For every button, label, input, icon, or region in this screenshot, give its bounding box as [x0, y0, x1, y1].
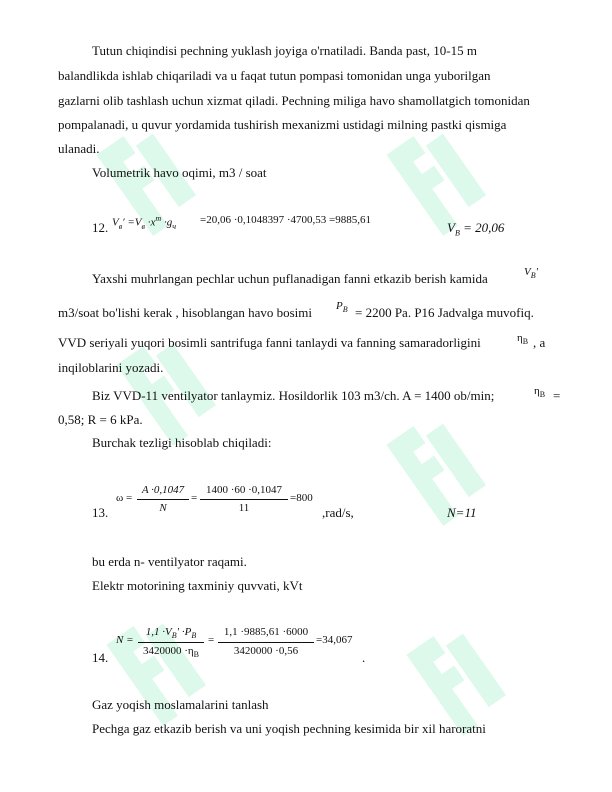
paragraph-line: inqiloblarini yozadi. [58, 360, 164, 375]
fraction-numerator: $1,1 \cdot V_В' \cdot P_В$ [145, 626, 197, 641]
equation-number: 14. [92, 650, 109, 665]
symbol-vb: $V_В'$ [524, 266, 539, 281]
watermark-logo [380, 610, 530, 760]
eq12-side-note: $V_В = 20,06$ [447, 220, 505, 238]
fraction-denominator: 3420000 ·0,56 [233, 645, 299, 657]
eq14-tail: . [362, 650, 366, 665]
watermark-logo [360, 400, 510, 550]
fraction-bar [218, 642, 314, 643]
paragraph-line: m3/soat bo'lishi kerak , hisoblangan havo bosimi [58, 305, 313, 320]
omega-label: Burchak tezligi hisoblab chiqiladi: [92, 435, 272, 450]
symbol-eta: $\eta_В$ [517, 332, 529, 347]
fraction-denominator: 11 [238, 502, 250, 514]
paragraph-line: bu erda n- ventilyator raqami. [92, 554, 247, 569]
fraction-bar [137, 499, 189, 500]
eq12-lhs: $V_в' =V_в \cdot x^т \cdot g_ч$ [112, 214, 177, 231]
fraction-numerator: A ·0,1047 [141, 484, 185, 496]
omega-symbol: ω = [116, 492, 133, 504]
paragraph-line: , a [533, 335, 546, 350]
logo-watermark-icon [360, 400, 510, 550]
fraction-denominator: $3420000 \cdot\eta_В$ [142, 645, 199, 660]
paragraph-line: VVD seriyali yuqori bosimli santrifuga fanni tanlaydi va fanning samaradorligini [58, 335, 481, 350]
section-heading: Gaz yoqish moslamalarini tanlash [92, 697, 269, 712]
equals-sign: = [553, 388, 561, 403]
fraction-bar [138, 642, 204, 643]
flow-label: Volumetrik havo oqimi, m3 / soat [92, 165, 267, 180]
fraction-numerator: 1400 ·60 ·0,1047 [205, 484, 283, 496]
equals-sign: = [208, 634, 215, 646]
paragraph-line: gazlarni olib tashlash uchun xizmat qiladi. Pechning miliga havo shamollatgich tomonidan [58, 93, 530, 108]
eq14-result: =34,067 [316, 634, 353, 646]
logo-watermark-icon [380, 610, 530, 760]
paragraph-line: 0,58; R = 6 kPa. [58, 412, 143, 427]
fraction-bar [200, 499, 288, 500]
paragraph-line: Elektr motorining taxminiy quvvati, kVt [92, 578, 303, 593]
paragraph-line: Yaxshi muhrlangan pechlar uchun puflanadigan fanni etkazib berish kamida [92, 271, 488, 286]
fraction-denominator: N [159, 502, 167, 514]
paragraph-line: = 2200 Pa. P16 Jadvalga muvofiq. [355, 305, 534, 320]
paragraph-line: pompalanadi, u quvur yordamida tushirish mexanizmi ustidagi milning pastki qismiga [58, 117, 507, 132]
equals-sign: = [191, 492, 198, 504]
paragraph-line: Pechga gaz etkazib berish va uni yoqish pechning kesimida bir xil haroratni [92, 721, 486, 736]
fraction-numerator: 1,1 ·9885,61 ·6000 [223, 626, 309, 638]
eq13-side-note: N=11 [447, 505, 477, 520]
eq13-result: =800 [290, 492, 313, 504]
paragraph-line: Biz VVD-11 ventilyator tanlaymiz. Hosildorlik 103 m3/ch. A = 1400 ob/min; [92, 388, 495, 403]
paragraph-line: Tutun chiqindisi pechning yuklash joyiga o'rnatiladi. Banda past, 10-15 m [92, 43, 477, 58]
eq12-rhs: =20,06 ·0,1048397 ·4700,53 =9885,61 [200, 214, 371, 226]
symbol-pb: $P_В$ [336, 300, 348, 315]
equation-number: 12. [92, 220, 109, 235]
paragraph-line: ulanadi. [58, 141, 100, 156]
equation-number: 13. [92, 505, 109, 520]
eq13-unit: ,rad/s, [322, 505, 354, 520]
symbol-eta: $\eta_В$ [534, 385, 546, 400]
paragraph-line: balandlikda ishlab chiqariladi va u faqat tutun pompasi tomonidan unga yuborilgan [58, 68, 491, 83]
eq14-lhs: N = [116, 634, 134, 646]
